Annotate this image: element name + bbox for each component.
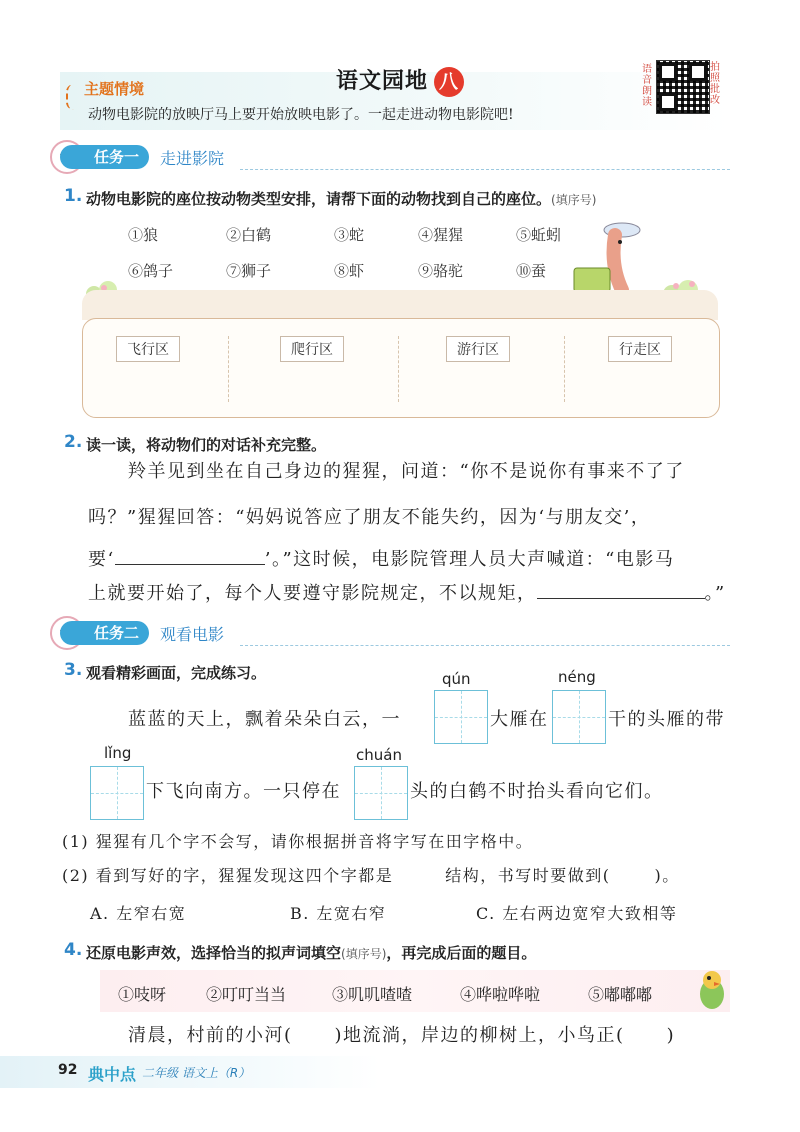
tianzige-box[interactable] [552, 690, 606, 744]
paragraph-line: 头的白鹤不时抬头看向它们。 [410, 781, 664, 802]
question-number: 3. [64, 660, 83, 680]
qr-right-caption: 拍照批改 [710, 62, 720, 106]
text-span: )地流淌，岸边的柳树上，小鸟正( [334, 1025, 625, 1046]
pinyin-label: néng [558, 668, 596, 686]
paragraph-line: 大雁在 [490, 709, 549, 730]
sound-word: ③叽叽喳喳 [332, 985, 413, 1004]
text-span: 结构，书写时要做到( [445, 866, 611, 885]
earthworm-illustration [570, 210, 660, 300]
paragraph-line: 羚羊见到坐在自己身边的猩猩，问道：“你不是说你有事来不了了 [128, 461, 685, 482]
question-text-main: 动物电影院的座位按动物类型安排，请帮下面的动物找到自己的座位。 [86, 190, 552, 208]
question-number: 1. [64, 186, 83, 206]
option-a[interactable]: A. 左窄右宽 [90, 904, 187, 923]
qr-corner-icon [659, 93, 677, 111]
grade-label: 二年级 语文上（R） [142, 1066, 251, 1080]
text-span: 要‘ [88, 549, 115, 570]
animal-item: ④猩猩 [418, 226, 464, 244]
zone-divider [228, 336, 230, 402]
title-text: 语文园地 [335, 69, 428, 94]
text-span: 上就要开始了，每个人要遵守影院规定，不以规矩， [88, 583, 537, 604]
zone-board-top [82, 290, 718, 320]
animal-item: ⑦狮子 [226, 262, 272, 280]
text-span: )。 [654, 866, 680, 885]
text-span: (2) 看到写好的字，猩猩发现这四个字都是 [62, 866, 394, 885]
option-b[interactable]: B. 左宽右窄 [290, 904, 387, 923]
sound-word: ④哗啦哗啦 [460, 985, 541, 1004]
sub-question: (1) 猩猩有几个字不会写，请你根据拼音将字写在田字格中。 [62, 832, 534, 851]
parrot-icon [694, 966, 730, 1012]
question-text [86, 188, 596, 209]
text-span: ) [666, 1025, 676, 1046]
brand-logo: 典中点 [88, 1065, 137, 1084]
qr-corner-icon [689, 63, 707, 81]
animal-item: ⑩蚕 [516, 262, 547, 280]
qr-corner-icon [659, 63, 677, 81]
animal-item: ⑥鸽子 [128, 262, 174, 280]
zone-answer-crawl[interactable] [240, 378, 390, 398]
divider [240, 168, 730, 170]
sound-word: ①吱呀 [118, 985, 167, 1004]
zone-answer-fly[interactable] [100, 378, 220, 398]
zone-answer-swim[interactable] [410, 378, 555, 398]
animal-item: ①狼 [128, 226, 159, 244]
zone-divider [564, 336, 566, 402]
qr-code-icon[interactable] [656, 60, 710, 114]
sub-question [62, 862, 680, 890]
text-span: 。” [704, 583, 726, 604]
answer-blank[interactable] [115, 564, 265, 565]
answer-blank[interactable] [537, 598, 705, 599]
paragraph-line [88, 546, 674, 574]
task-one-badge: 任务一 [60, 145, 149, 169]
paragraph-line [88, 580, 726, 608]
question-number: 4. [64, 940, 83, 960]
title-number-badge: 八 [434, 67, 464, 97]
theme-label: 主题情境 [84, 80, 145, 98]
tianzige-box[interactable] [90, 766, 144, 820]
task-two-badge: 任务二 [60, 621, 149, 645]
animal-item: ⑨骆驼 [418, 262, 464, 280]
task-one-name: 走进影院 [160, 149, 225, 168]
task-two-name: 观看电影 [160, 625, 225, 644]
question-text: 读一读，将动物们的对话补充完整。 [86, 436, 327, 454]
page-number: 92 [58, 1062, 78, 1078]
zone-board [82, 318, 720, 418]
paragraph-line: 下飞向南方。一只停在 [146, 781, 341, 802]
divider [240, 644, 730, 646]
question-hint: (填序号) [551, 193, 597, 207]
paragraph-line [128, 1022, 675, 1050]
animal-item: ⑤蚯蚓 [516, 226, 562, 244]
zone-label-walk: 行走区 [608, 336, 672, 362]
pinyin-label: lǐng [104, 744, 132, 762]
zone-label-crawl: 爬行区 [280, 336, 344, 362]
animal-item: ③蛇 [334, 226, 365, 244]
question-text-tail: ，再完成后面的题目。 [386, 944, 537, 962]
question-text [86, 942, 536, 963]
pinyin-label: chuán [356, 746, 402, 764]
zone-answer-walk[interactable] [575, 378, 710, 398]
qr-left-caption: 语音朗读 [642, 64, 652, 108]
zone-divider [398, 336, 400, 402]
tianzige-box[interactable] [354, 766, 408, 820]
zone-label-fly: 飞行区 [116, 336, 180, 362]
paragraph-line: 蓝蓝的天上，飘着朵朵白云，一 [128, 709, 401, 730]
option-c[interactable]: C. 左右两边宽窄大致相等 [476, 904, 678, 923]
theme-text: 动物电影院的放映厅马上要开始放映电影了。一起走进动物电影院吧! [88, 107, 514, 123]
pinyin-label: qún [442, 670, 471, 688]
tianzige-box[interactable] [434, 690, 488, 744]
sound-word: ⑤嘟嘟嘟 [588, 985, 653, 1004]
animal-item: ②白鹤 [226, 226, 272, 244]
zone-label-swim: 游行区 [446, 336, 510, 362]
question-text: 观看精彩画面，完成练习。 [86, 664, 267, 682]
question-hint: (填序号) [341, 947, 387, 961]
text-span: 清晨，村前的小河( [128, 1025, 293, 1046]
question-number: 2. [64, 432, 83, 452]
question-text-main: 还原电影声效，选择恰当的拟声词填空 [86, 944, 342, 962]
text-span: ’。”这时候，电影院管理人员大声喊道：“电影马 [264, 549, 675, 570]
paragraph-line: 干的头雁的带 [608, 709, 725, 730]
paragraph-line: 吗？”猩猩回答：“妈妈说答应了朋友不能失约，因为‘与朋友交’， [88, 507, 651, 528]
sound-word: ②叮叮当当 [206, 985, 287, 1004]
animal-item: ⑧虾 [334, 262, 365, 280]
